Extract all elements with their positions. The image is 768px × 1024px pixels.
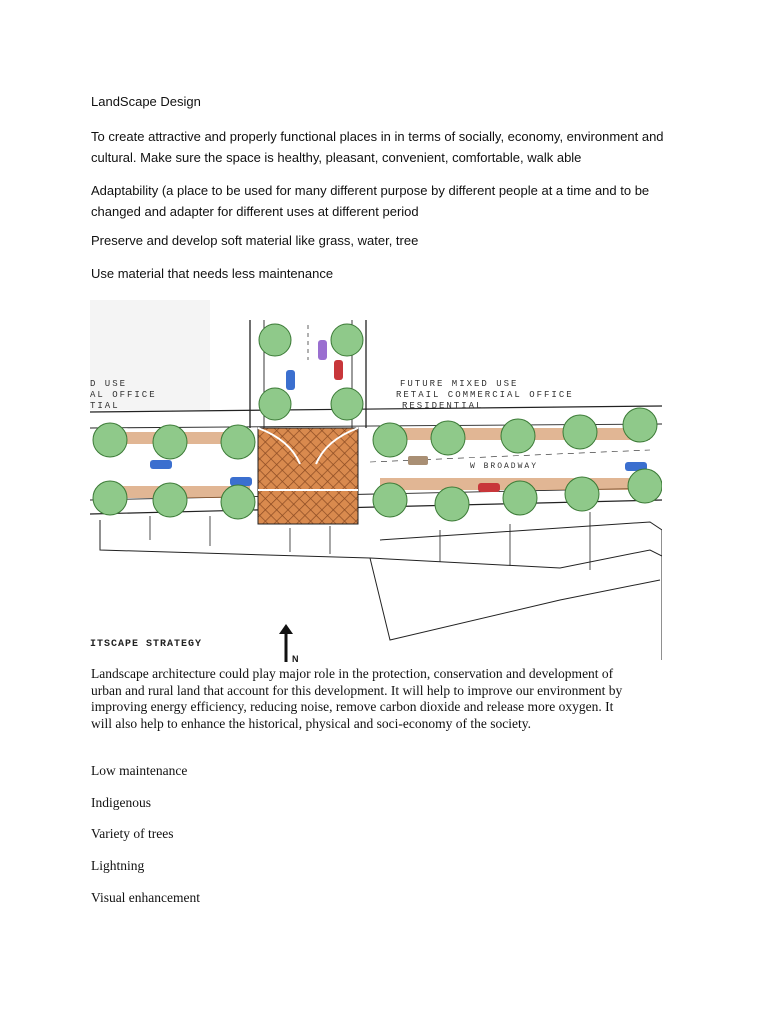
list-item-visual-enhancement: Visual enhancement [91,890,201,905]
list-item-variety-of-trees: Variety of trees [91,826,174,841]
plan-label-left: D USE AL OFFICE TIAL [90,379,157,411]
plan-north-label: N [292,654,299,664]
paragraph-goals: To create attractive and properly functional places in in terms of socially, economy, environment and cultural. Make sure the space is healthy, pleasant, convenient, comfortable, walk able [91,129,664,165]
landscape-architecture-paragraph: Landscape architecture could play major role in the protection, conservation and development of urban and rural land that account for this development. It will help to improve our environment by improving energy efficiency, reducing noise, remove carbon dioxide and release more oxygen. It will also help to enhance the historical, physical and soci-economy of the society. [91,666,623,731]
document-heading: LandScape Design [91,94,201,109]
list-item-lightning: Lightning [91,858,145,873]
list-item-indigenous: Indigenous [91,795,151,810]
streetscape-plan-drawing [90,300,662,664]
paragraph-soft-material: Preserve and develop soft material like grass, water, tree [91,233,419,248]
plan-label-right: FUTURE MIXED USE RETAIL COMMERCIAL OFFICE RESIDENTIAL [396,379,574,411]
list-item-low-maintenance: Low maintenance [91,763,188,778]
paragraph-adaptability: Adaptability (a place to be used for many different purpose by different people at a time and to be changed and adapter for different uses at different period [91,183,650,219]
plan-strategy-label: ITSCAPE STRATEGY [90,639,203,650]
plan-street-name: W BROADWAY [470,462,539,471]
paragraph-maintenance: Use material that needs less maintenance [91,266,334,281]
